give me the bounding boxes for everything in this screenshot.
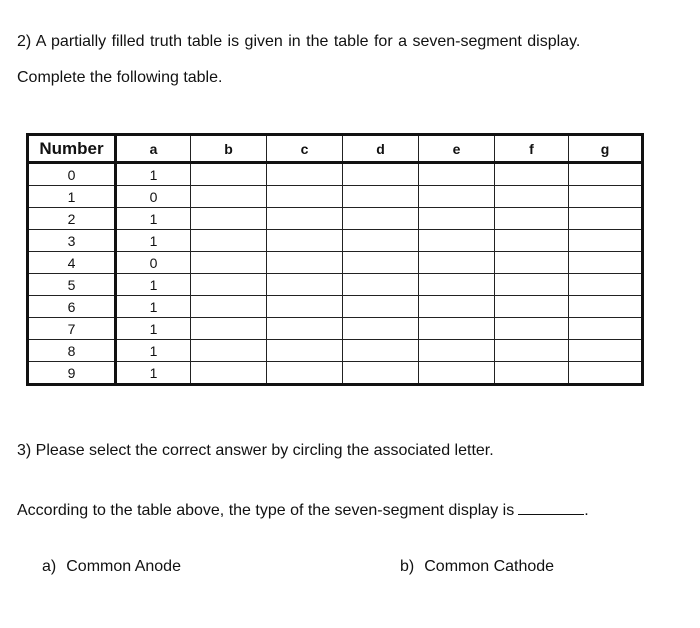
cell-c: [267, 362, 343, 385]
cell-number: 6: [28, 296, 116, 318]
cell-b: [191, 296, 267, 318]
cell-d: [343, 186, 419, 208]
cell-a: 1: [116, 362, 191, 385]
header-number: Number: [28, 135, 116, 163]
option-b-letter[interactable]: b): [400, 558, 415, 575]
cell-c: [267, 186, 343, 208]
cell-d: [343, 163, 419, 186]
cell-e: [419, 296, 495, 318]
cell-f: [495, 318, 569, 340]
cell-g: [569, 362, 643, 385]
question-3-line-1: 3) Please select the correct answer by circling the associated letter.: [17, 442, 494, 459]
question-3-prompt: According to the table above, the type of the seven-segment display is: [17, 502, 515, 519]
cell-c: [267, 252, 343, 274]
question-3-period: .: [584, 502, 589, 519]
cell-g: [569, 230, 643, 252]
cell-number: 2: [28, 208, 116, 230]
cell-a: 1: [116, 340, 191, 362]
cell-number: 4: [28, 252, 116, 274]
cell-f: [495, 186, 569, 208]
cell-g: [569, 163, 643, 186]
cell-b: [191, 230, 267, 252]
cell-number: 5: [28, 274, 116, 296]
table-row: [28, 230, 643, 252]
cell-e: [419, 186, 495, 208]
option-a-letter[interactable]: a): [42, 558, 57, 575]
table-row: [28, 318, 643, 340]
header-d: d: [343, 135, 419, 163]
cell-b: [191, 163, 267, 186]
cell-a: 0: [116, 186, 191, 208]
header-row: [28, 135, 643, 163]
cell-c: [267, 208, 343, 230]
table-row: [28, 274, 643, 296]
table-row: [28, 252, 643, 274]
cell-number: 8: [28, 340, 116, 362]
cell-d: [343, 252, 419, 274]
cell-e: [419, 230, 495, 252]
header-b: b: [191, 135, 267, 163]
cell-d: [343, 208, 419, 230]
cell-g: [569, 340, 643, 362]
question-2-line-1: 2) A partially filled truth table is given in the table for a seven-segment display.: [17, 33, 581, 50]
cell-a: 1: [116, 163, 191, 186]
option-b[interactable]: [400, 558, 554, 576]
cell-e: [419, 163, 495, 186]
cell-f: [495, 296, 569, 318]
option-a-text: Common Anode: [66, 558, 181, 575]
cell-b: [191, 340, 267, 362]
table-row: [28, 163, 643, 186]
cell-g: [569, 186, 643, 208]
cell-f: [495, 163, 569, 186]
table-row: [28, 186, 643, 208]
cell-c: [267, 340, 343, 362]
cell-e: [419, 340, 495, 362]
cell-b: [191, 274, 267, 296]
cell-c: [267, 163, 343, 186]
cell-g: [569, 318, 643, 340]
cell-d: [343, 274, 419, 296]
cell-number: 7: [28, 318, 116, 340]
cell-a: 0: [116, 252, 191, 274]
cell-d: [343, 340, 419, 362]
table-row: [28, 362, 643, 385]
question-2-line-2: Complete the following table.: [17, 69, 223, 86]
cell-d: [343, 296, 419, 318]
truth-table: [26, 133, 644, 386]
option-a[interactable]: [42, 558, 181, 576]
cell-g: [569, 252, 643, 274]
option-b-text: Common Cathode: [424, 558, 555, 575]
cell-e: [419, 362, 495, 385]
cell-g: [569, 208, 643, 230]
cell-c: [267, 274, 343, 296]
answer-blank[interactable]: [518, 500, 584, 515]
cell-d: [343, 230, 419, 252]
cell-number: 0: [28, 163, 116, 186]
cell-a: 1: [116, 230, 191, 252]
cell-f: [495, 230, 569, 252]
cell-f: [495, 340, 569, 362]
cell-a: 1: [116, 208, 191, 230]
cell-e: [419, 274, 495, 296]
header-a: a: [116, 135, 191, 163]
table-row: [28, 340, 643, 362]
cell-f: [495, 274, 569, 296]
cell-number: 1: [28, 186, 116, 208]
cell-b: [191, 208, 267, 230]
cell-a: 1: [116, 296, 191, 318]
cell-b: [191, 186, 267, 208]
cell-e: [419, 252, 495, 274]
cell-b: [191, 362, 267, 385]
cell-c: [267, 318, 343, 340]
cell-number: 3: [28, 230, 116, 252]
header-g: g: [569, 135, 643, 163]
cell-g: [569, 274, 643, 296]
cell-d: [343, 362, 419, 385]
cell-b: [191, 252, 267, 274]
cell-g: [569, 296, 643, 318]
cell-a: 1: [116, 318, 191, 340]
cell-a: 1: [116, 274, 191, 296]
cell-f: [495, 208, 569, 230]
table-row: [28, 208, 643, 230]
cell-f: [495, 252, 569, 274]
header-f: f: [495, 135, 569, 163]
cell-number: 9: [28, 362, 116, 385]
cell-f: [495, 362, 569, 385]
cell-c: [267, 296, 343, 318]
header-c: c: [267, 135, 343, 163]
cell-d: [343, 318, 419, 340]
cell-b: [191, 318, 267, 340]
table-row: [28, 296, 643, 318]
cell-e: [419, 318, 495, 340]
cell-e: [419, 208, 495, 230]
question-3-line-2: [17, 500, 589, 520]
header-e: e: [419, 135, 495, 163]
cell-c: [267, 230, 343, 252]
